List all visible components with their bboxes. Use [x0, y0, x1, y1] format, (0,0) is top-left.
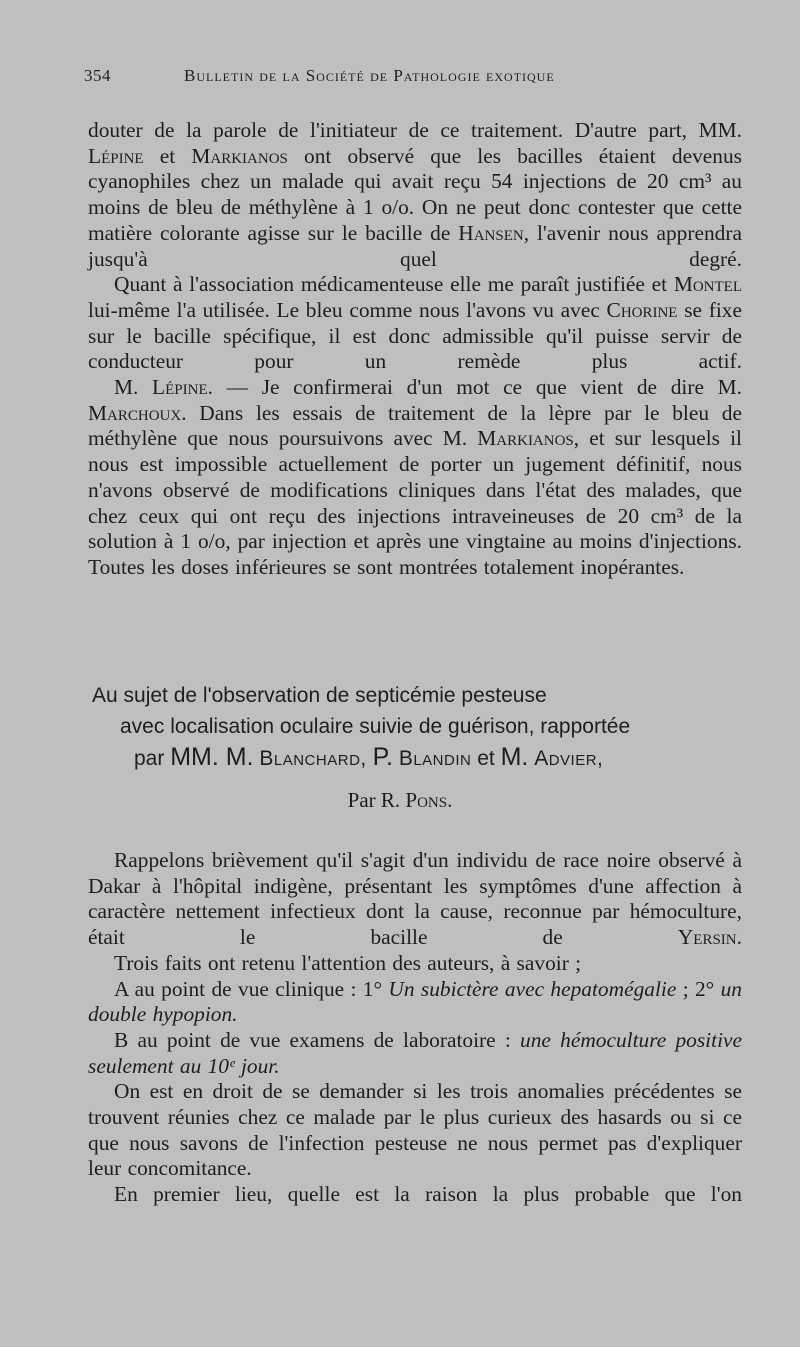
text-run: ont observé que les bacilles étaient devenus cyanophiles chez un malade qui avait reçu 54 injections de 20 cm³ au moins de bleu de méthylène à 1 o/o. On ne peut donc contester que cette matière colorante agisse sur le bacille de [88, 143, 742, 245]
body-paragraph-4 [88, 1028, 742, 1079]
text-run: M. [114, 375, 153, 400]
author-par: Par R. [347, 788, 401, 812]
text-run: A au point de vue clinique : 1° [114, 976, 389, 1001]
proper-name: Lépine [88, 143, 144, 168]
running-header [84, 66, 724, 94]
discussion-continuation [88, 118, 742, 581]
text-run: Trois faits ont retenu l'attention des auteurs, à savoir ; [114, 950, 582, 975]
italic-text: un double hypopion. [88, 976, 742, 1027]
discussion-paragraph-1 [88, 118, 742, 272]
text-run: lui-même l'a utilisée. Le bleu comme nous l'avons vu avec [88, 297, 607, 322]
discussion-paragraph-2 [88, 272, 742, 375]
proper-name: Marchoux [88, 400, 182, 425]
author-advier: Advier, [534, 747, 604, 770]
running-title: Bulletin de la Société de Pathologie exotique [184, 66, 555, 85]
proper-name: Lépine [152, 375, 208, 400]
body-paragraph-1 [88, 848, 742, 951]
author-blanchard: Blanchard, [259, 747, 367, 770]
title-par: par [134, 747, 165, 770]
author-pons: Pons. [405, 788, 453, 812]
italic-text: une hémoculture positive seulement au 10ᵉ jour. [88, 1027, 742, 1078]
proper-name: Markianos [477, 426, 574, 451]
author-blandin: Blandin [398, 747, 472, 770]
title-p: P. [372, 743, 393, 771]
text-run: et [143, 143, 192, 168]
body-paragraph-5 [88, 1079, 742, 1182]
title-line-3 [92, 742, 752, 774]
article-author [0, 788, 800, 813]
title-m: M. [500, 743, 529, 771]
proper-name: Montel [673, 272, 742, 297]
proper-name: Yersin [677, 925, 737, 950]
title-line-1: Au sujet de l'observation de septicémie pesteuse [92, 684, 547, 707]
text-run: , l'avenir nous apprendra jusqu'à quel degré. [88, 220, 742, 271]
article-body [88, 848, 742, 1208]
discussion-paragraph-3 [88, 375, 742, 581]
text-run: se fixe sur le bacille spécifique, il est donc admissible qu'il puisse servir de conducteur pour un remède plus actif. [88, 297, 742, 374]
text-run: Quant à l'association médicamenteuse elle me paraît justifiée et [114, 272, 674, 297]
proper-name: Chorine [606, 297, 678, 322]
body-paragraph-6 [88, 1182, 742, 1208]
title-et: et [477, 747, 495, 770]
text-run: , et sur lesquels il nous est impossible actuellement de porter un jugement définitif, nous n'avons observé de modifications cliniques dans l'état des malades, que chez ceux qui ont reçu des injections intraveineuses de 20 cm³ de la solution à 1 o/o, par injection et après une vingtaine au moins d'injections. Toutes les doses inférieures se sont montrées totalement inopérantes. [88, 426, 742, 579]
text-run: . Dans les essais de traitement de la lèpre par le bleu de méthylène que nous poursuivons avec M. [88, 400, 742, 451]
text-run: On est en droit de se demander si les trois anomalies précédentes se trouvent réunies chez ce malade par le plus curieux des hasards ou si ce que nous savons de l'infection pesteuse ne nous permet pas d'expliquer leur concomitance. [88, 1079, 742, 1181]
proper-name: Hansen [458, 220, 524, 245]
page-number: 354 [84, 66, 111, 85]
text-run: . — Je confirmerai d'un mot ce que vient de dire M. [207, 375, 742, 400]
text-run: douter de la parole de l'initiateur de ce traitement. D'autre part, MM. [88, 118, 742, 142]
body-paragraph-2 [88, 951, 742, 977]
italic-text: Un subictère avec hepatomégalie [388, 976, 677, 1001]
text-run: B au point de vue examens de laboratoire : [114, 1027, 521, 1052]
text-run: . [736, 925, 742, 950]
text-run: Rappelons brièvement qu'il s'agit d'un individu de race noire observé à Dakar à l'hôpital indigène, présentant les symptômes d'une affection à caractère nettement infectieux dont la cause, reconnue par hémoculture, était le bacille de [88, 848, 742, 950]
text-run: ; 2° [676, 976, 721, 1001]
proper-name: Markianos [191, 143, 288, 168]
title-line-2: avec localisation oculaire suivie de guérison, rapportée [120, 715, 631, 738]
body-paragraph-3 [88, 977, 742, 1028]
text-run: En premier lieu, quelle est la raison la plus probable que l'on [114, 1182, 742, 1207]
title-mm: MM. M. [170, 743, 254, 771]
article-title [92, 680, 752, 774]
